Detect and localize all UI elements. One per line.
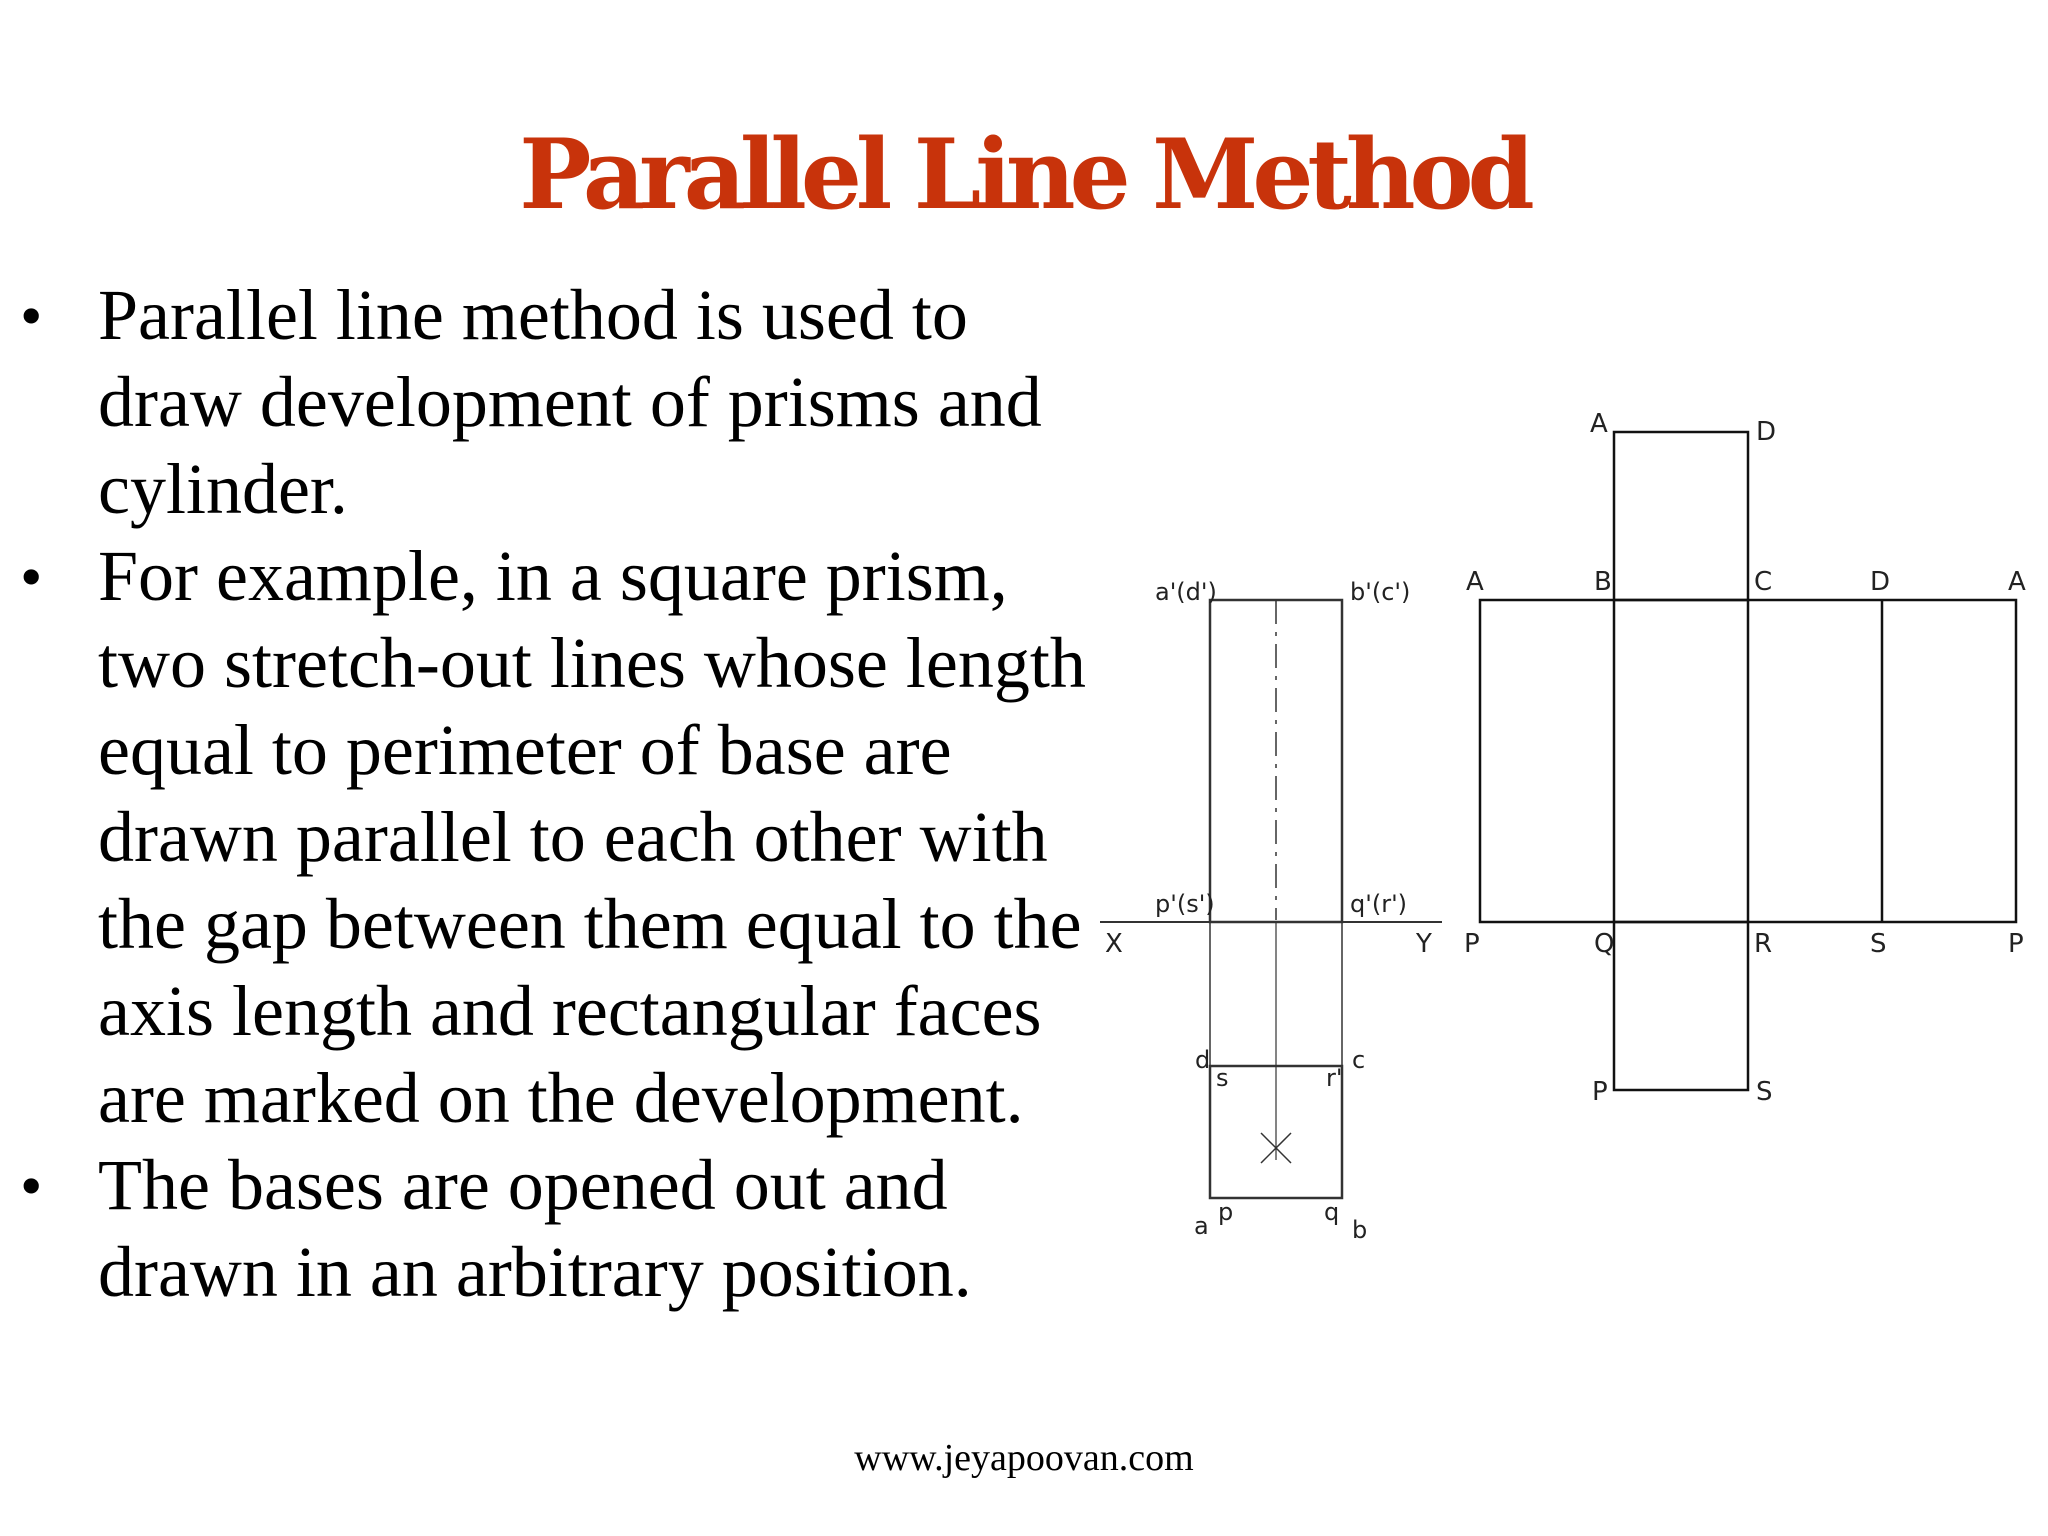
label-q-r-prime: q'(r') xyxy=(1350,890,1408,918)
label-P-end: P xyxy=(2008,929,2024,959)
bullet-item xyxy=(20,1142,1110,1316)
footer-url: www.jeyapoovan.com xyxy=(854,1437,1194,1479)
label-top-D: D xyxy=(1756,417,1777,447)
top-base-square xyxy=(1614,432,1748,600)
label-s: s xyxy=(1216,1064,1229,1092)
label-d: d xyxy=(1195,1046,1211,1074)
label-b-c-prime: b'(c') xyxy=(1350,578,1411,606)
bullet-icon: • xyxy=(20,280,43,351)
label-Q: Q xyxy=(1594,929,1615,959)
label-p: p xyxy=(1218,1198,1234,1226)
bullet-item xyxy=(20,272,1110,533)
development-view xyxy=(1480,432,2016,1090)
label-A: A xyxy=(1466,567,1484,597)
bottom-base-square xyxy=(1614,922,1748,1090)
development-labels xyxy=(1464,409,2026,1107)
label-x: X xyxy=(1105,929,1123,959)
label-c: c xyxy=(1352,1046,1366,1074)
label-bottom-P: P xyxy=(1592,1077,1608,1107)
bullet-icon: • xyxy=(20,541,43,612)
label-bottom-S: S xyxy=(1756,1077,1773,1107)
label-A-end: A xyxy=(2008,567,2026,597)
bullet-list xyxy=(20,272,1110,1316)
label-R: R xyxy=(1754,929,1773,959)
bullet-item xyxy=(20,533,1110,1142)
label-a: a xyxy=(1194,1212,1209,1240)
bullet-icon: • xyxy=(20,1150,43,1221)
projection-labels xyxy=(1105,578,1432,1244)
prism-development-diagram xyxy=(1080,400,2048,1260)
label-q: q xyxy=(1324,1198,1340,1226)
slide-title: Parallel Line Method xyxy=(519,118,1529,231)
label-C: C xyxy=(1754,567,1773,597)
bullet-text: For example, in a square prism, two stretch-out lines whose length equal to perimeter of base are drawn parallel to each other with the gap between them equal to the axis length and rectangular faces are marked on the development. xyxy=(98,536,1086,1138)
bullet-text: The bases are opened out and drawn in an arbitrary position. xyxy=(98,1145,972,1312)
label-P: P xyxy=(1464,929,1480,959)
label-B: B xyxy=(1594,567,1612,597)
label-p-s-prime: p'(s') xyxy=(1155,890,1215,918)
label-y: Y xyxy=(1416,929,1432,959)
label-r: r' xyxy=(1326,1064,1343,1092)
label-D: D xyxy=(1870,567,1891,597)
label-top-A: A xyxy=(1590,409,1608,439)
bullet-text: Parallel line method is used to draw development of prisms and cylinder. xyxy=(98,275,1042,529)
label-a-d-prime: a'(d') xyxy=(1155,578,1217,606)
label-b: b xyxy=(1352,1216,1368,1244)
label-S: S xyxy=(1870,929,1887,959)
